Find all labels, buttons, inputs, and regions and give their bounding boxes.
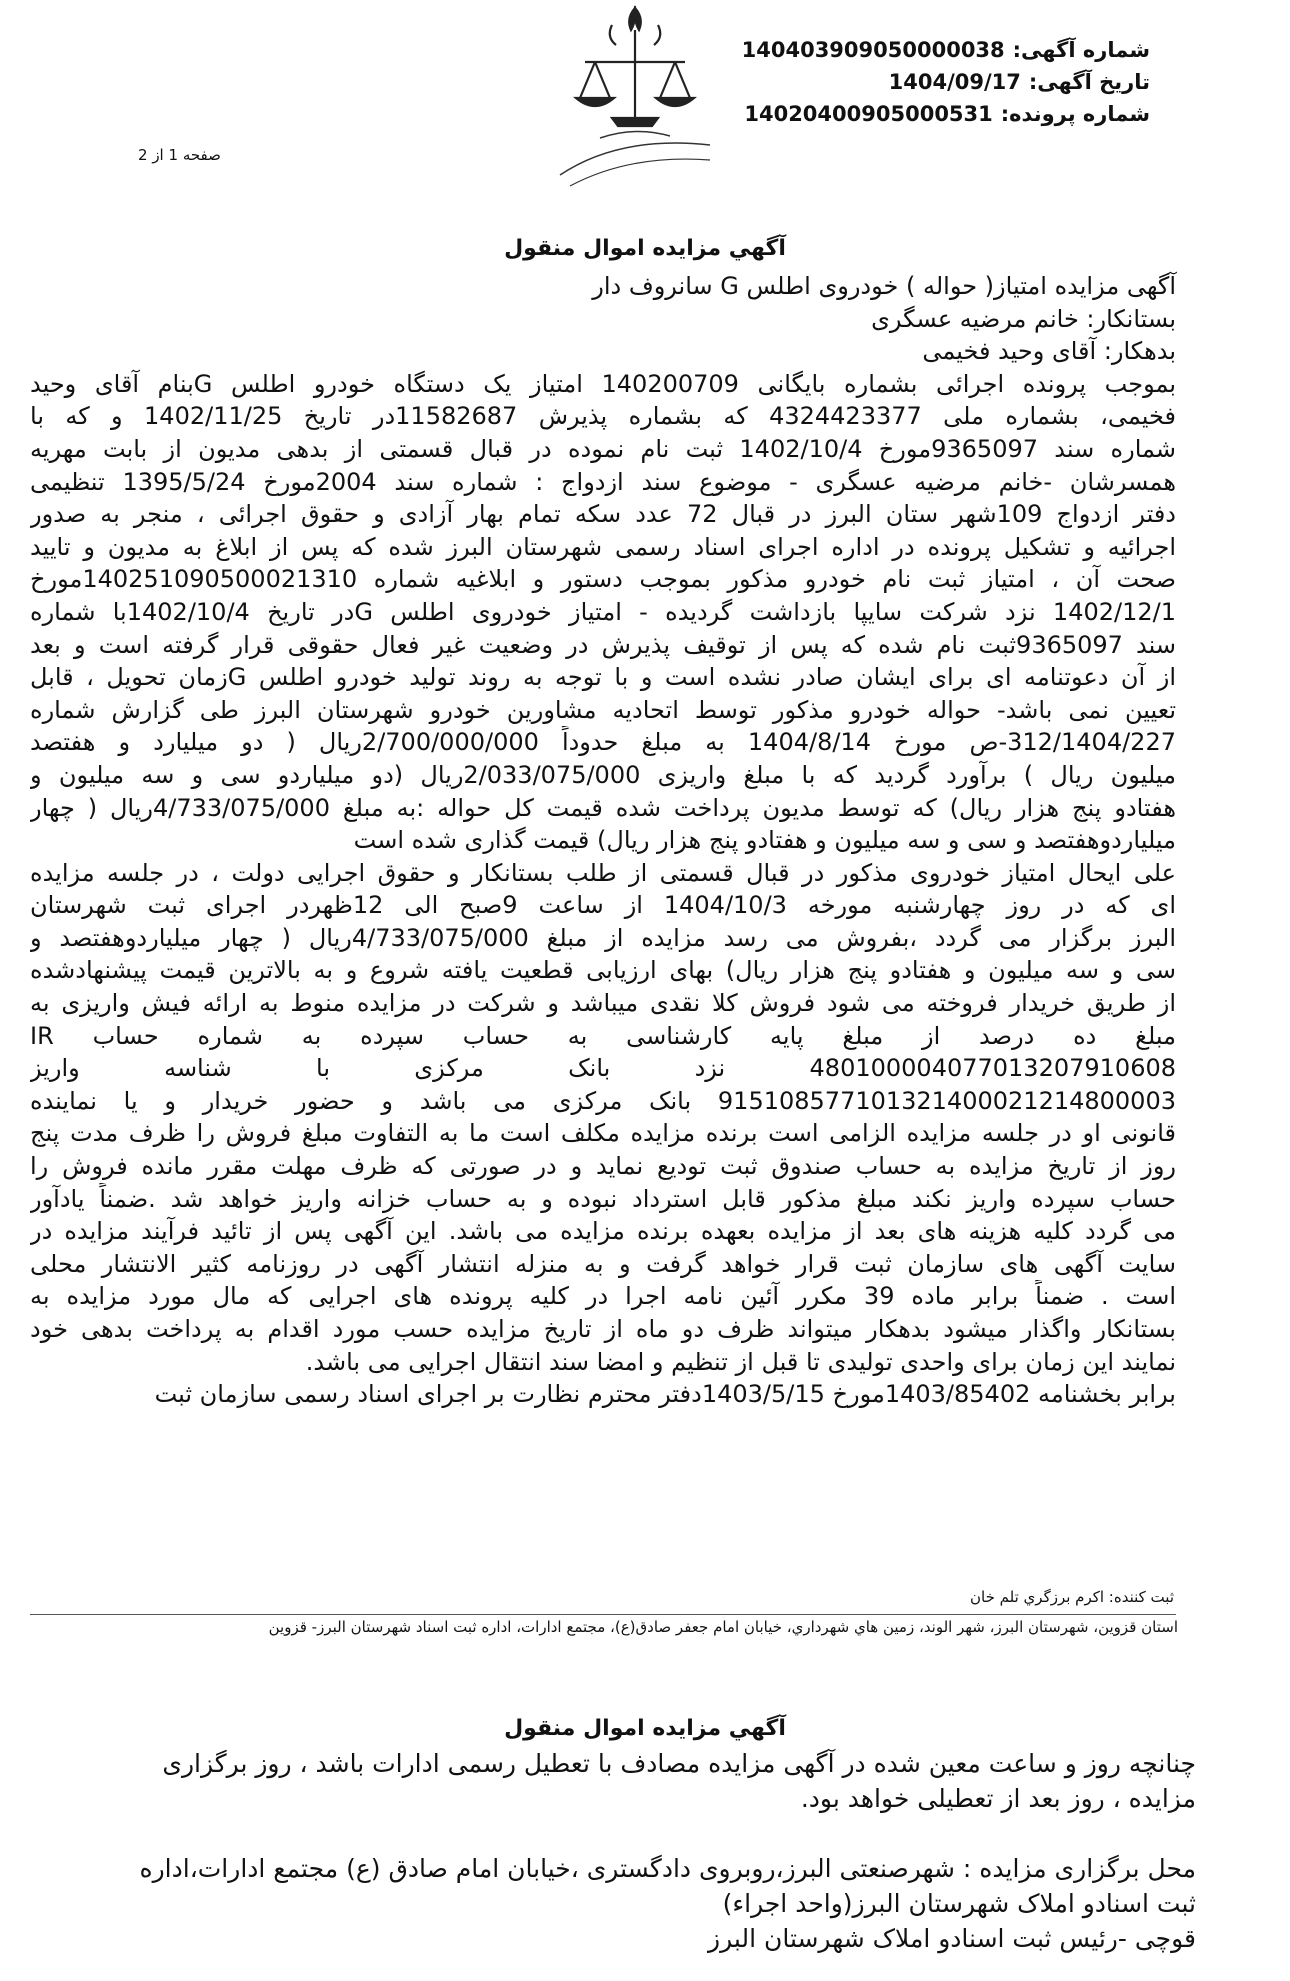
case-number: 14020400905000531 (744, 102, 993, 126)
text-line-end: میلیاردوهفتصد و سی و سه میلیون و هفتادو پنج هزار ریال) قیمت گذاری شده است (353, 826, 1176, 855)
text-line: حساب سپرده واریز نکند مبلغ مذکور قابل استرداد نبوده و به حساب خزانه واریز خواهد شد .ضمناً یادآور (30, 1184, 1176, 1213)
text-line: روز از تاریخ مزایده به حساب صندوق ثبت تودیع نماید و در صورتی که ظرف مهلت مقرر مانده فروش را (30, 1152, 1176, 1181)
text-line: 480100004077013207910608 نزد بانک مرکزی با شناسه واریز (30, 1054, 1176, 1083)
creditor-line: بستانکار: خانم مرضیه عسگری (871, 304, 1176, 333)
text-line: بستانکار واگذار میشود بدهکار میتواند ظرف دو ماه از تاریخ مزایده حسب مورد اقدام به پرداخت بدهی خود (30, 1315, 1176, 1343)
notice-number-row (730, 34, 1150, 66)
text-line: اجرائیه و تشکیل پرونده در اداره اجرای اسناد رسمی شهرستان البرز شده که پس از ابلاغ به مدیون و تایید (30, 532, 1176, 561)
notice-title: آگهي مزايده اموال منقول (504, 236, 786, 261)
signature-line: قوچی -رئیس ثبت اسنادو املاک شهرستان البرز (708, 1924, 1196, 1953)
text-line: 312/1404/227-ص مورخ 1404/8/14 به مبلغ حدوداً 2/700/000/000ریال ( دو میلیارد و هفتصد (30, 728, 1176, 757)
text-line: تعیین نمی باشد- حواله خودرو مذکور توسط اتحادیه مشاورین خودرو شهرستان البرز طی گزارش شماره (30, 695, 1176, 724)
recorder-line: ثبت کننده: اكرم برزگري تلم خان (970, 1588, 1174, 1606)
text-line: علی ایحال امتیاز خودروی مذکور در قبال قسمتی از طلب بستانکار و حقوق اجرایی دولت ، در جلسه مزایده (30, 858, 1176, 887)
office-address: استان قزوين، شهرستان البرز، شهر الوند، زمين هاي شهرداري، خيابان امام جعفر صادق(ع)، مجتمع ادارات، اداره ثبت اسناد شهرستان البرز- قزوين (268, 1618, 1178, 1636)
notice-date-label: تاریخ آگهی: (1028, 70, 1150, 94)
text-line: میلیون ریال ) برآورد گردید که با مبلغ واریزی 2/033/075/000ریال (دو میلیاردو سی و سه میلیون و (30, 760, 1176, 789)
holiday-line: چنانچه روز و ساعت معین شده در آگهی مزایده مصادف با تعطیل رسمی ادارات باشد ، روز برگزاری (162, 1749, 1196, 1778)
notice-metadata (730, 34, 1150, 130)
text-line: 1402/12/1 نزد شرکت سایپا بازداشت گردیده - امتیاز خودروی اطلس Gدر تاریخ 1402/10/4با شماره (30, 597, 1176, 626)
text-line-end: نمایند این زمان برای واحدی تولیدی تا قبل از تنظیم و امضا سند انتقال اجرایی می باشد. (305, 1347, 1176, 1376)
text-line: همسرشان -خانم مرضیه عسگری - موضوع سند ازدواج : شماره سند 2004مورخ 1395/5/24 تنظیمی (30, 467, 1176, 496)
text-line: سایت آگهی های سازمان ثبت قرار خواهد گرفت و به منزله انتشار آگهی در روزنامه کثیر الانتشار محلی (30, 1249, 1176, 1278)
text-line: می گردد کلیه هزینه های بعد از مزایده بعهده برنده مزایده می باشد. این آگهی پس از تائید فرآیند مزایده در (30, 1217, 1176, 1246)
notice2-body (50, 1746, 1196, 1956)
text-line: مبلغ ده درصد از مبلغ پایه کارشناسی به حساب سپرده به شماره حساب IR (30, 1021, 1176, 1050)
judiciary-emblem-icon (500, 0, 770, 200)
debtor-line: بدهکار: آقای وحید فخیمی (922, 337, 1176, 366)
notice-number-label: شماره آگهی: (1012, 38, 1150, 62)
page-indicator: صفحه 1 از 2 (138, 146, 221, 164)
text-line: هفتادو پنج هزار ریال) که توسط مدیون پرداخت شده قیمت کل حواله :به مبلغ 4/733/075/000ریال ( چهار (30, 793, 1176, 822)
text-line: از آن دعوتنامه ای برای ایشان صادر نشده است و با توجه به روند تولید خودرو اطلس Gزمان تحویل ، قابل (30, 663, 1176, 692)
text-line: سند 9365097ثبت نام شده که پس از توقیف پذیرش در وضعیت غیر فعال حقوقی قرار گرفته است و بعد (30, 630, 1176, 659)
divider (30, 1614, 1176, 1615)
notice-date-row (730, 66, 1150, 98)
text-line: البرز برگزار می گردد ،بفروش می رسد مزایده از مبلغ 4/733/075/000ریال ( چهار میلیاردوهفتصد و (30, 923, 1176, 952)
notice-number: 140403909050000038 (741, 38, 1005, 62)
text-line: بموجب پرونده اجرائی بشماره بایگانی 140200709 امتیاز یک دستگاه خودرو اطلس Gبنام آقای وحید (30, 369, 1176, 398)
case-number-label: شماره پرونده: (1000, 102, 1150, 126)
text-line: صحت آن ، امتیاز ثبت نام خودرو مذکور بموجب دستور و ابلاغیه شماره 140251090500021310مورخ (30, 565, 1176, 594)
notice-date: 1404/09/17 (888, 70, 1021, 94)
text-line: دفتر ازدواج 109شهر ستان البرز در قبال 72 عدد سکه تمام بهار آزادی و حقوق اجرائی ، منجر به صدور (30, 500, 1176, 529)
case-number-row (730, 98, 1150, 130)
text-line: ای که در روز چهارشنبه مورخه 1404/10/3 از ساعت 9صبح الی 12ظهردر اجرای ثبت شهرستان (30, 891, 1176, 920)
text-line: فخیمی، بشماره ملی 4324423377 که بشماره پذیرش 11582687در تاریخ 1402/11/25 و که با (30, 402, 1176, 431)
notice2-title: آگهي مزايده اموال منقول (504, 1716, 786, 1741)
text-line: قانونی او در جلسه مزایده الزامی است برنده مزایده مکلف است ما به التفاوت مبلغ فروش را ظرف مدت پنج (30, 1119, 1176, 1148)
subject-line: آگهی مزایده امتیاز( حواله ) خودروی اطلس G سانروف دار (592, 272, 1176, 300)
venue-line: ثبت اسنادو املاک شهرستان البرز(واحد اجراء) (722, 1889, 1196, 1918)
holiday-line: مزایده ، روز بعد از تعطیلی خواهد بود. (800, 1784, 1196, 1813)
text-line: است . ضمناً برابر ماده 39 مکرر آئین نامه اجرا در کلیه پرونده های اجرایی که مال مورد مزایده به (30, 1282, 1176, 1311)
notice-body (30, 270, 1176, 1411)
venue-line: محل برگزاری مزایده : شهرصنعتی البرز،روبروی دادگستری ،خیابان امام صادق (ع) مجتمع ادارات،اداره (139, 1854, 1196, 1883)
text-line: 915108577101321400021214800003 بانک مرکزی می باشد و حضور خریدار و یا نماینده (30, 1086, 1176, 1115)
circular-line: برابر بخشنامه 1403/85402مورخ 1403/5/15دفتر محترم نظارت بر اجرای اسناد رسمی سازمان ثبت (154, 1380, 1176, 1409)
text-line: شماره سند 9365097مورخ 1402/10/4 ثبت نام نموده در قبال قسمتی از بدهی مدیون از بابت مهریه (30, 434, 1176, 463)
text-line: از طریق خریدار فروخته می شود فروش کلا نقدی میباشد و شرکت در مزایده منوط به ارائه فیش واریزی به (30, 989, 1176, 1018)
text-line: سی و سه میلیون و هفتادو پنج هزار ریال) بهای ارزیابی قطعیت یافته شروع و به بالاترین قیمت پیشنهادشده (30, 956, 1176, 985)
